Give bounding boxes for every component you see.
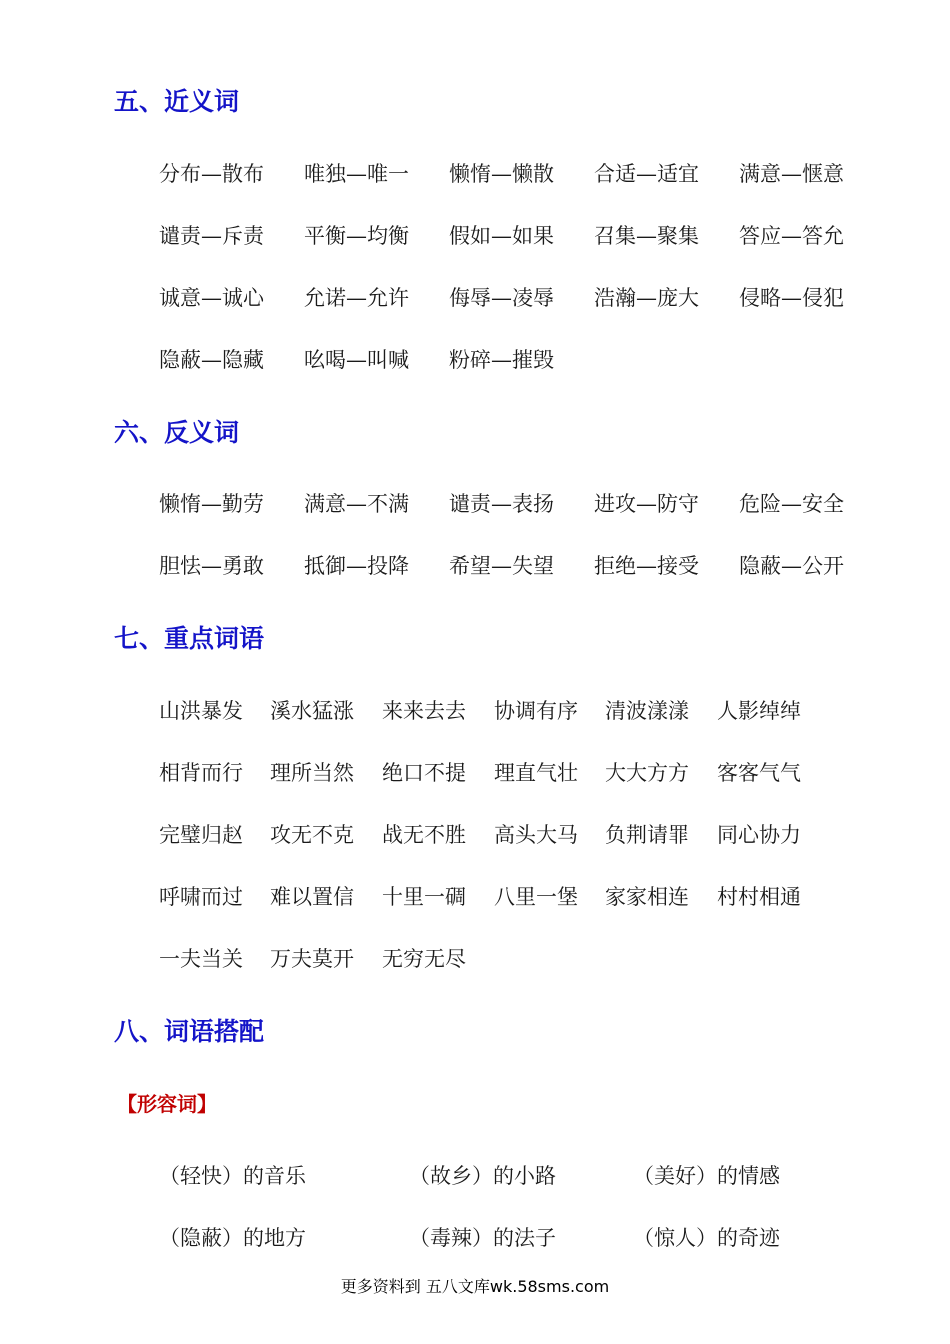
word-pair: 唯独—唯一	[304, 162, 409, 186]
word-pair: 分布—散布	[159, 162, 264, 186]
word-pair: 吆喝—叫喊	[304, 348, 409, 372]
idiom: 八里一堡	[494, 885, 578, 909]
idiom: 负荆请罪	[605, 823, 689, 847]
word-pair: 危险—安全	[739, 492, 844, 516]
word-pair: 懒惰—勤劳	[159, 492, 264, 516]
word-pair: 浩瀚—庞大	[594, 286, 699, 310]
idiom: 攻无不克	[270, 823, 354, 847]
collocation: （隐蔽）的地方	[159, 1226, 306, 1250]
word-pair: 隐蔽—公开	[739, 554, 844, 578]
word-pair: 胆怯—勇敢	[159, 554, 264, 578]
idiom: 呼啸而过	[159, 885, 243, 909]
idiom: 大大方方	[605, 761, 689, 785]
idiom: 完璧归赵	[159, 823, 243, 847]
idiom: 万夫莫开	[270, 947, 354, 971]
word-pair: 侮辱—凌辱	[449, 286, 554, 310]
idiom: 人影绰绰	[717, 699, 801, 723]
idiom: 理直气壮	[494, 761, 578, 785]
collocation: （美好）的情感	[633, 1164, 780, 1188]
word-pair: 假如—如果	[449, 224, 554, 248]
section-title-collocations: 八、词语搭配	[114, 1017, 265, 1046]
word-pair: 合适—适宜	[594, 162, 699, 186]
word-pair: 粉碎—摧毁	[449, 348, 554, 372]
word-pair: 答应—答允	[739, 224, 844, 248]
idiom: 理所当然	[270, 761, 354, 785]
idiom: 家家相连	[605, 885, 689, 909]
word-pair: 希望—失望	[449, 554, 554, 578]
section-title-synonyms: 五、近义词	[114, 87, 240, 116]
section-title-key-words: 七、重点词语	[114, 624, 265, 653]
collocation: （轻快）的音乐	[159, 1164, 306, 1188]
subsection-title-adjectives: 【形容词】	[117, 1092, 217, 1116]
word-pair: 诚意—诚心	[159, 286, 264, 310]
collocation: （惊人）的奇迹	[633, 1226, 780, 1250]
word-pair: 满意—不满	[304, 492, 409, 516]
idiom: 难以置信	[270, 885, 354, 909]
collocation: （故乡）的小路	[409, 1164, 556, 1188]
idiom: 村村相通	[717, 885, 801, 909]
idiom: 一夫当关	[159, 947, 243, 971]
footer-watermark-link[interactable]: 更多资料到 五八文库wk.58sms.com	[340, 1277, 610, 1296]
word-pair: 侵略—侵犯	[739, 286, 844, 310]
word-pair: 隐蔽—隐藏	[159, 348, 264, 372]
idiom: 客客气气	[717, 761, 801, 785]
section-title-antonyms: 六、反义词	[114, 418, 240, 447]
idiom: 山洪暴发	[159, 699, 243, 723]
word-pair: 拒绝—接受	[594, 554, 699, 578]
idiom: 高头大马	[494, 823, 578, 847]
idiom: 无穷无尽	[382, 947, 466, 971]
word-pair: 召集—聚集	[594, 224, 699, 248]
collocation: （毒辣）的法子	[409, 1226, 556, 1250]
word-pair: 谴责—斥责	[159, 224, 264, 248]
idiom: 溪水猛涨	[270, 699, 354, 723]
idiom: 来来去去	[382, 699, 466, 723]
idiom: 相背而行	[159, 761, 243, 785]
word-pair: 满意—惬意	[739, 162, 844, 186]
idiom: 清波漾漾	[605, 699, 689, 723]
idiom: 战无不胜	[382, 823, 466, 847]
idiom: 协调有序	[494, 699, 578, 723]
word-pair: 谴责—表扬	[449, 492, 554, 516]
idiom: 同心协力	[717, 823, 801, 847]
word-pair: 抵御—投降	[304, 554, 409, 578]
word-pair: 懒惰—懒散	[449, 162, 554, 186]
word-pair: 进攻—防守	[594, 492, 699, 516]
word-pair: 允诺—允许	[304, 286, 409, 310]
idiom: 十里一碉	[382, 885, 466, 909]
idiom: 绝口不提	[382, 761, 466, 785]
word-pair: 平衡—均衡	[304, 224, 409, 248]
